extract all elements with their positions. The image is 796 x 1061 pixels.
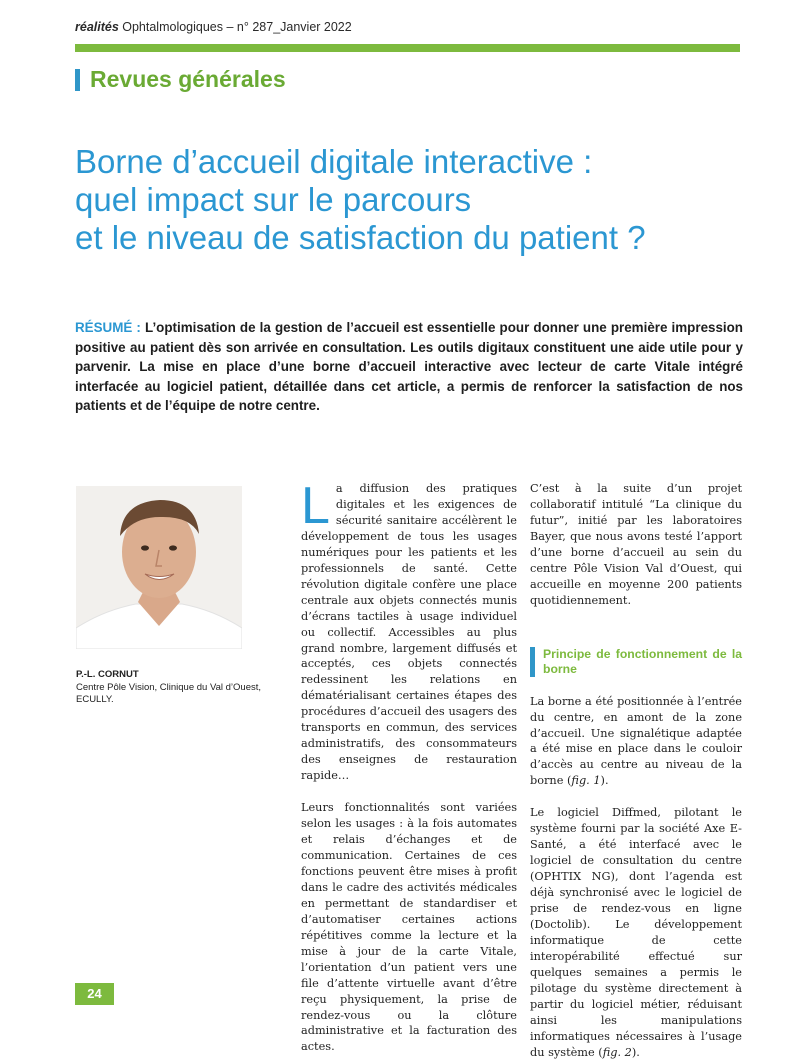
author-block <box>76 669 276 707</box>
paragraph-text: La borne a été positionnée à l’entrée du centre, en amont de la zone d’accueil. Une signalétique adaptée a été mise en place dans le couloir d’accès au centre au niveau de la borne ( <box>530 694 742 788</box>
author-portrait-illustration <box>76 486 242 649</box>
author-photo <box>76 486 242 649</box>
issue-info: Ophtalmologiques – n° 287_Janvier 2022 <box>118 20 352 34</box>
paragraph <box>530 694 742 790</box>
paragraph-text: Le logiciel Diffmed, pilotant le système fourni par la société Axe E-Santé, a été interfacé avec le logiciel de consultation du centre (OPHTIX NG), dont l’agenda est déjà synchronisé avec le logiciel de prise de rendez-vous en ligne (Doctolib). Le développement informatique de cette interopérabilité effectué sur quelques semaines a permis le pilotage du système directement à partir du logiciel métier, réduisant ainsi les manipulations informatiques nécessaires à l’usage du système ( <box>530 806 742 1059</box>
article-title <box>75 143 755 257</box>
section-label <box>75 66 286 93</box>
header-rule <box>75 44 740 52</box>
figure-reference: fig. 2 <box>602 1045 632 1059</box>
journal-name: réalités <box>75 20 119 34</box>
section-marker <box>75 69 80 91</box>
paragraph: Leurs fonctionnalités sont variées selon les usages : à la fois automates et relais d’échanges et de communication. Certaines de ces fonctions peuvent être mises à profit dans le cadre des activités médicales en permettant de standardiser et d’automatiser certaines actions répétitives comme la lecture et la mise à jour de la carte Vitale, l’orientation d’un patient vers une file d’attente virtuelle avant d’être reçu physiquement, la prise de rendez-vous ou la clôture administrative et la facturation des actes. <box>301 801 517 1054</box>
author-affiliation: Centre Pôle Vision, Clinique du Val d’Ouest, ECULLY. <box>76 681 262 705</box>
paragraph-text: a diffusion des pratiques digitales et les exigences de sécurité sanitaire accélèrent le développement de tous les usages numériques pour les patients et les professionnels de santé. Cette révolution digitale confère une place centrale aux objets connectés munis d’écrans tactiles à usage individuel ou collectif. Accessibles au plus grand nombre, largement diffusés et acceptés, ces objets connectés redessinent les relations en dématérialisant certaines étapes des procédures d’accueil des usagers des transports en commun, des services administratifs, des consommateurs des enseignes de restauration rapide… <box>301 482 517 783</box>
paragraph <box>301 477 517 784</box>
title-line: et le niveau de satisfaction du patient ? <box>75 219 646 256</box>
paragraph-text: ). <box>631 1045 640 1059</box>
subheading <box>530 647 742 677</box>
running-header <box>75 20 352 34</box>
column-left <box>301 477 517 1055</box>
paragraph <box>530 805 742 1060</box>
drop-cap: L <box>301 477 330 535</box>
title-line: quel impact sur le parcours <box>75 181 472 218</box>
subheading-text: Principe de fonctionnement de la borne <box>543 646 742 676</box>
column-right <box>530 481 742 1061</box>
paragraph: C’est à la suite d’un projet collaboratif intitulé “La clinique du futur”, initié par les laboratoires Bayer, que nous avons testé l’apport d’une borne d’accueil au sein du centre Pôle Vision Val d’Ouest, qui accueille en moyenne 200 patients quotidiennement. <box>530 482 742 607</box>
page-number: 24 <box>75 983 114 1005</box>
section-label-text: Revues générales <box>90 66 286 92</box>
figure-reference: fig. 1 <box>571 774 601 788</box>
abstract-text: L’optimisation de la gestion de l’accueil est essentielle pour donner une première impression positive au patient dès son arrivée en consultation. Les outils digitaux constituent une aide utile pour y parvenir. La mise en place d’une borne d’accueil interactive avec lecteur de carte Vitale intégré interfacée au logiciel patient, détaillée dans cet article, a permis de renforcer la satisfaction de nos patients et de l’équipe de notre centre. <box>75 320 743 413</box>
abstract <box>75 318 743 416</box>
subheading-marker <box>530 647 535 677</box>
paragraph-text: ). <box>600 774 609 788</box>
title-line: Borne d’accueil digitale interactive : <box>75 143 593 180</box>
author-name: P.-L. CORNUT <box>76 669 139 680</box>
abstract-label: RÉSUMÉ : <box>75 320 141 335</box>
